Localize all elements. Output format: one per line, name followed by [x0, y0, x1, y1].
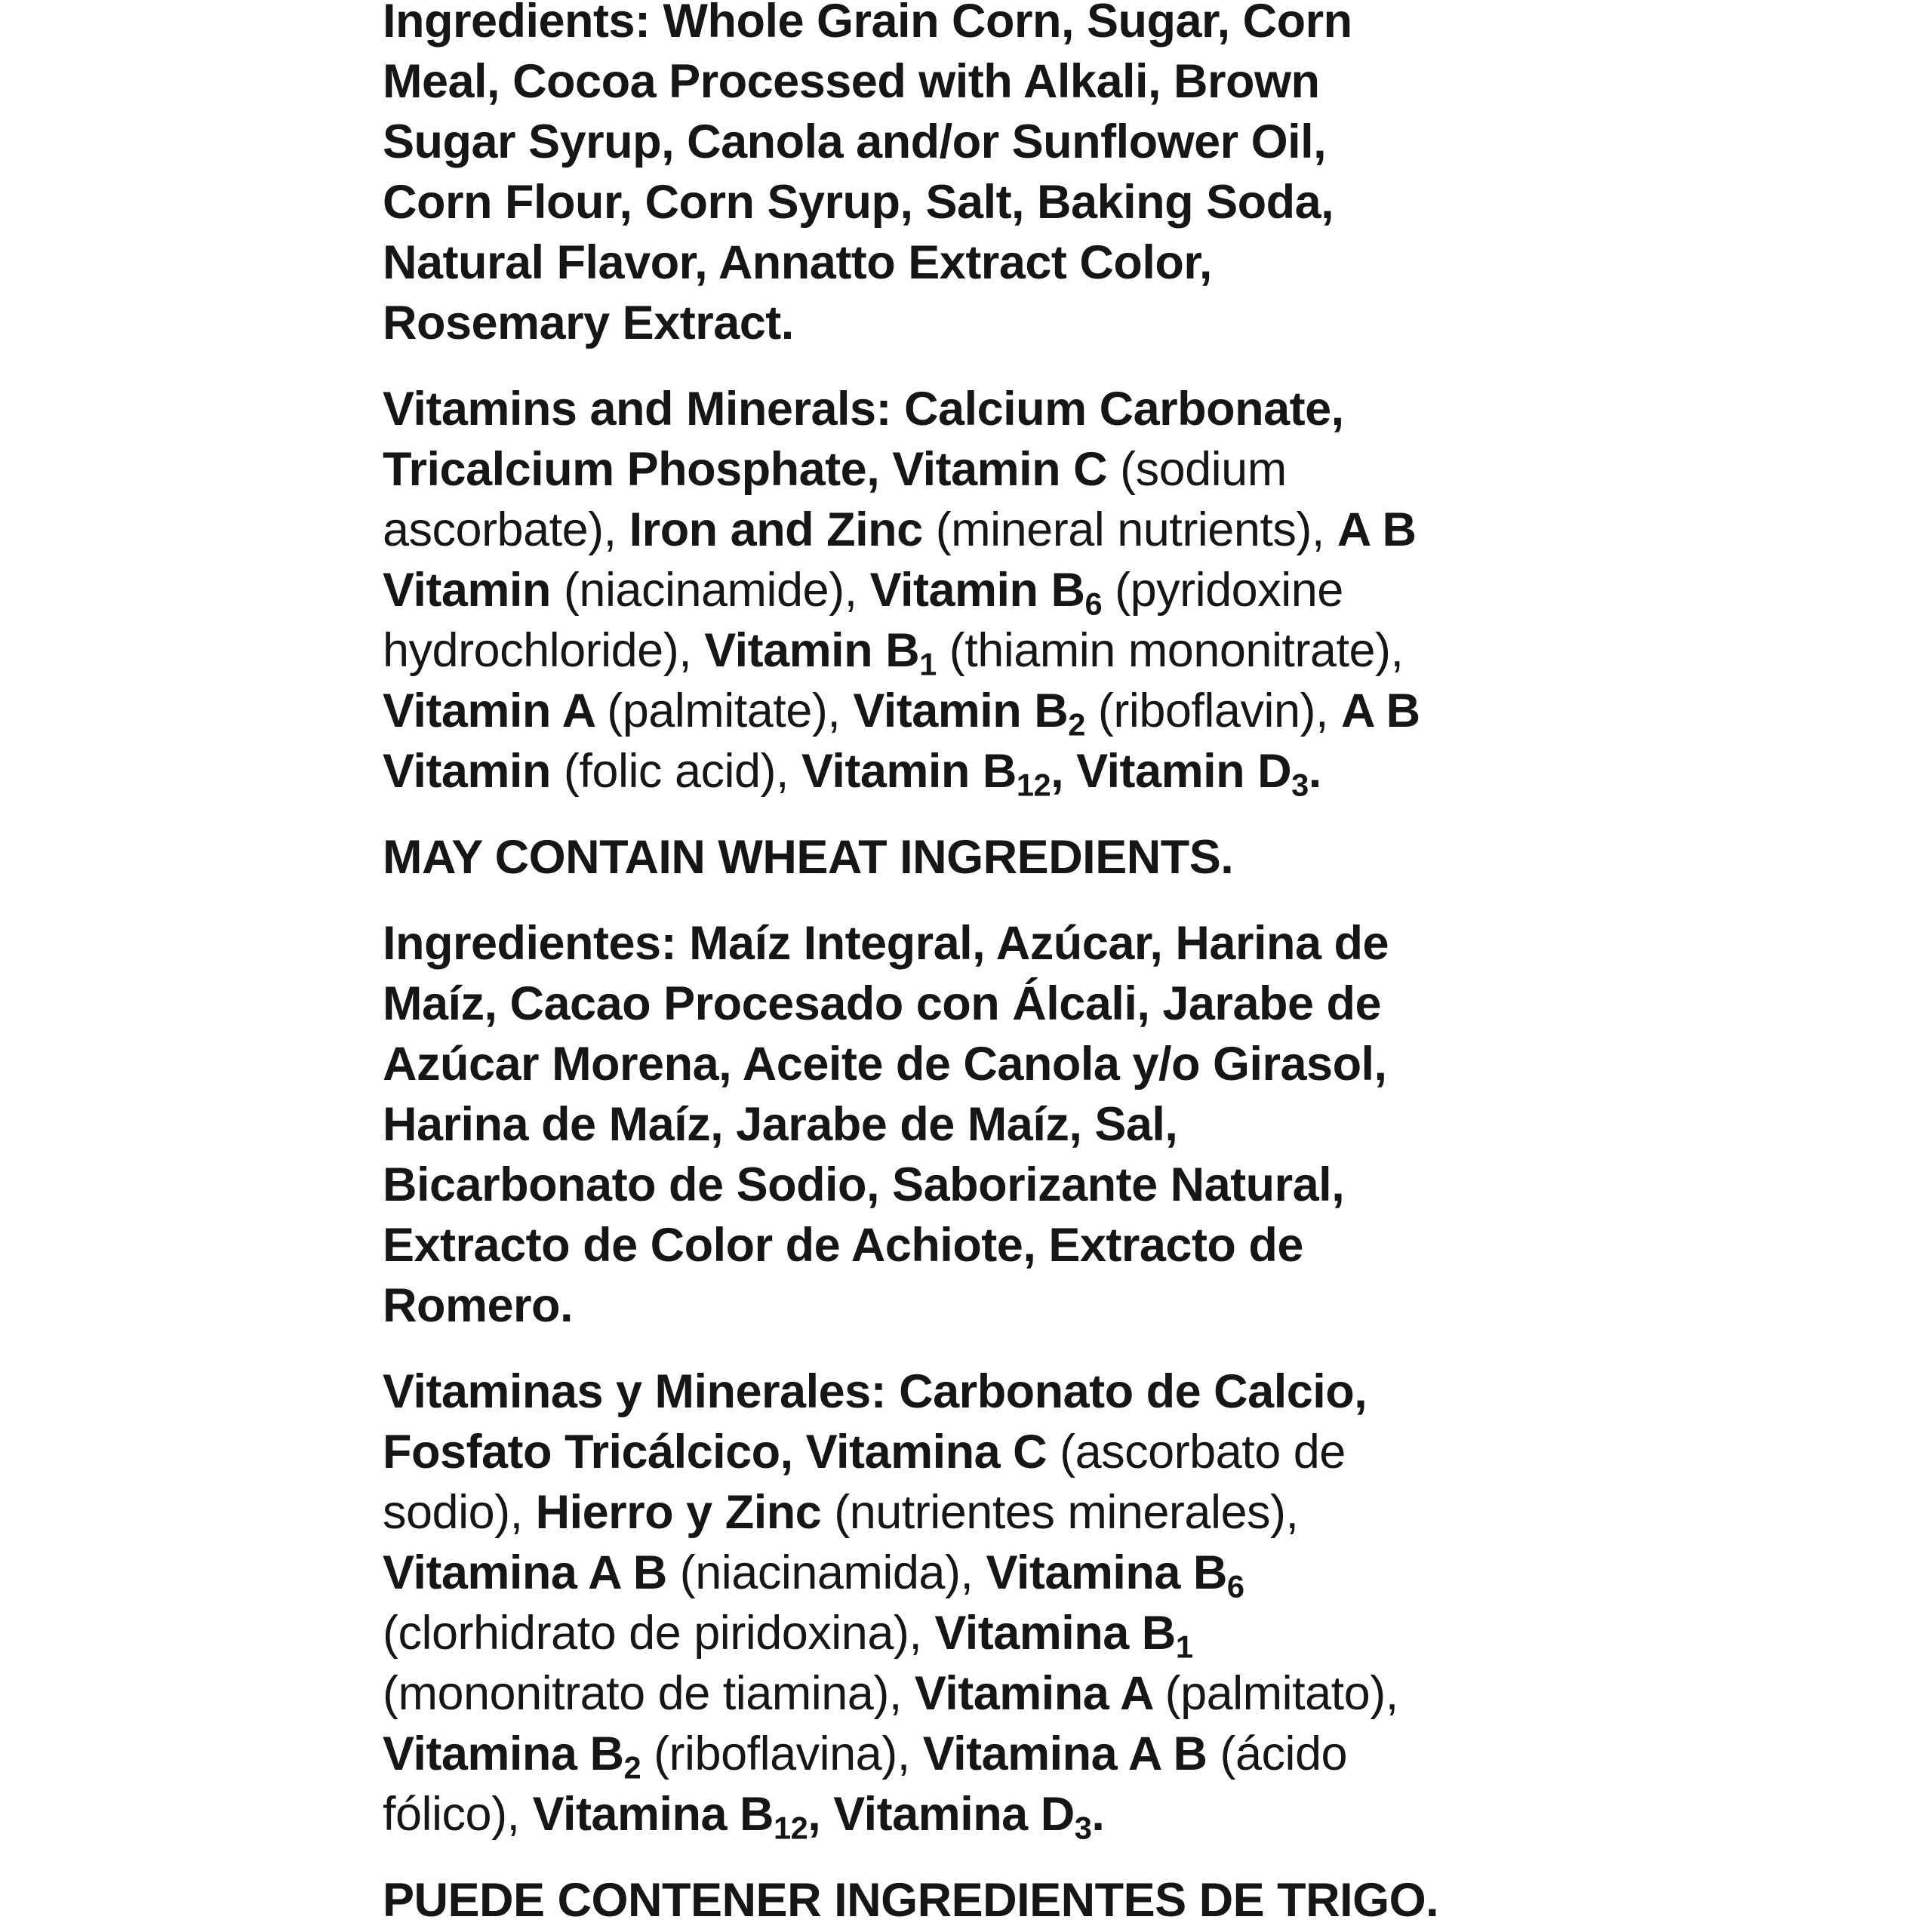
text-run: Romero.: [383, 1279, 574, 1332]
vitamins-en-line-1: [383, 379, 1635, 439]
text-run: (thiamin mononitrate),: [936, 624, 1404, 677]
ingredients-en-line-6: [383, 293, 1635, 353]
text-run: Vitamina A B: [922, 1727, 1220, 1780]
subscript-run: 6: [1226, 1568, 1244, 1604]
text-run: Natural Flavor, Annatto Extract Color,: [383, 236, 1212, 289]
vitamins-es-line-2: [383, 1422, 1635, 1482]
text-run: Corn Flour, Corn Syrup, Salt, Baking Soda,: [383, 176, 1334, 229]
ingredients-label: [383, 0, 1635, 1930]
vitamins-en-line-5: [383, 620, 1635, 681]
text-run: MAY CONTAIN WHEAT INGREDIENTS.: [383, 831, 1234, 884]
vitamins-es-line-5: [383, 1603, 1635, 1663]
text-run: Vitamin: [383, 564, 564, 617]
text-run: PUEDE CONTENER INGREDIENTES DE TRIGO.: [383, 1874, 1439, 1927]
text-run: sodio),: [383, 1486, 536, 1539]
text-run: Maíz, Cacao Procesado con Álcali, Jarabe de: [383, 977, 1382, 1030]
text-run: Tricalcium Phosphate, Vitamin C: [383, 443, 1121, 496]
ingredients-en-line-1: [383, 0, 1635, 51]
allergen-en-line-1: [383, 827, 1635, 888]
text-run: Vitamin: [383, 745, 564, 798]
text-run: Vitamin B: [801, 745, 1017, 798]
text-run: (mononitrato de tiamina),: [383, 1667, 915, 1720]
text-run: (ascorbato de: [1060, 1426, 1346, 1478]
vitamins-en-line-3: [383, 500, 1635, 560]
text-run: Vitamina B: [383, 1727, 624, 1780]
vitamins-es: [383, 1361, 1635, 1844]
subscript-run: 6: [1084, 586, 1103, 622]
text-run: (palmitato),: [1164, 1667, 1398, 1720]
vitamins-es-line-4: [383, 1543, 1635, 1603]
text-run: (folic acid),: [563, 745, 801, 798]
text-run: fólico),: [383, 1788, 533, 1841]
vitamins-es-line-3: [383, 1482, 1635, 1543]
ingredients-en-line-5: [383, 232, 1635, 293]
text-run: Meal, Cocoa Processed with Alkali, Brown: [383, 55, 1320, 108]
text-run: (palmitate),: [607, 685, 854, 737]
text-run: Vitamin B: [853, 685, 1069, 737]
ingredients-en-line-4: [383, 172, 1635, 232]
ingredients-en-line-2: [383, 51, 1635, 112]
text-run: Fosfato Tricálcico, Vitamina C: [383, 1426, 1060, 1478]
text-run: Extracto de Color de Achiote, Extracto de: [383, 1219, 1303, 1272]
text-run: (sodium: [1120, 443, 1287, 496]
ingredients-es-line-1: [383, 913, 1635, 974]
vitamins-en-line-2: [383, 439, 1635, 500]
text-run: (ácido: [1220, 1727, 1348, 1780]
text-run: (niacinamide),: [563, 564, 870, 617]
subscript-run: 1: [919, 646, 937, 682]
vitamins-es-line-6: [383, 1663, 1635, 1724]
allergen-en: [383, 827, 1635, 888]
text-run: (niacinamida),: [679, 1546, 986, 1599]
vitamins-es-line-7: [383, 1724, 1635, 1784]
subscript-run: 2: [623, 1749, 641, 1786]
text-run: hydrochloride),: [383, 624, 705, 677]
text-run: Harina de Maíz, Jarabe de Maíz, Sal,: [383, 1098, 1178, 1151]
text-run: Vitamina B: [986, 1546, 1227, 1599]
text-run: Vitamin B: [704, 624, 920, 677]
text-run: (clorhidrato de piridoxina),: [383, 1607, 935, 1660]
text-run: Azúcar Morena, Aceite de Canola y/o Girasol,: [383, 1038, 1387, 1091]
text-run: Vitamina A B: [383, 1546, 680, 1599]
vitamins-en-line-7: [383, 741, 1635, 801]
ingredients-es: [383, 913, 1635, 1336]
allergen-es-line-1: [383, 1870, 1635, 1930]
subscript-run: 3: [1291, 767, 1309, 803]
text-run: Vitamins and Minerals: Calcium Carbonate,: [383, 383, 1344, 435]
ingredients-es-line-3: [383, 1034, 1635, 1094]
ingredients-en: [383, 0, 1635, 353]
text-run: Bicarbonato de Sodio, Saborizante Natural,: [383, 1158, 1345, 1211]
text-run: A B: [1340, 685, 1420, 737]
text-run: Ingredients: Whole Grain Corn, Sugar, Corn: [383, 0, 1352, 48]
text-run: (riboflavina),: [641, 1727, 923, 1780]
vitamins-en-line-6: [383, 681, 1635, 741]
text-run: Vitaminas y Minerales: Carbonato de Calcio,: [383, 1365, 1367, 1418]
subscript-run: 2: [1068, 706, 1085, 743]
text-run: , Vitamina D: [808, 1788, 1075, 1841]
subscript-run: 3: [1074, 1810, 1092, 1846]
text-run: Vitamin A: [383, 685, 608, 737]
text-run: Rosemary Extract.: [383, 297, 794, 349]
allergen-es: [383, 1870, 1635, 1930]
subscript-run: 12: [1016, 767, 1051, 803]
ingredients-es-line-4: [383, 1094, 1635, 1155]
vitamins-es-line-1: [383, 1361, 1635, 1422]
ingredients-en-line-3: [383, 112, 1635, 172]
text-run: (riboflavin),: [1084, 685, 1341, 737]
ingredients-es-line-2: [383, 974, 1635, 1034]
ingredients-es-line-6: [383, 1215, 1635, 1275]
text-run: ascorbate),: [383, 503, 629, 556]
text-run: Vitamina A: [914, 1667, 1165, 1720]
text-run: Vitamina B: [532, 1788, 774, 1841]
vitamins-en: [383, 379, 1635, 801]
text-run: Hierro y Zinc: [535, 1486, 835, 1539]
text-run: Sugar Syrup, Canola and/or Sunflower Oil,: [383, 115, 1327, 168]
ingredients-es-line-7: [383, 1275, 1635, 1336]
vitamins-en-line-4: [383, 560, 1635, 620]
text-run: Vitamina B: [934, 1607, 1176, 1660]
vitamins-es-line-8: [383, 1784, 1635, 1844]
text-run: .: [1308, 745, 1321, 798]
text-run: (mineral nutrients),: [935, 503, 1337, 556]
subscript-run: 12: [774, 1810, 808, 1846]
text-run: .: [1091, 1788, 1105, 1841]
text-run: (nutrientes minerales),: [834, 1486, 1299, 1539]
text-run: Iron and Zinc: [629, 503, 936, 556]
text-run: A B: [1337, 503, 1417, 556]
text-run: (pyridoxine: [1102, 564, 1343, 617]
subscript-run: 1: [1175, 1629, 1193, 1665]
text-run: , Vitamin D: [1051, 745, 1292, 798]
ingredients-es-line-5: [383, 1155, 1635, 1215]
text-run: Vitamin B: [869, 564, 1085, 617]
text-run: Ingredientes: Maíz Integral, Azúcar, Harina de: [383, 917, 1389, 970]
